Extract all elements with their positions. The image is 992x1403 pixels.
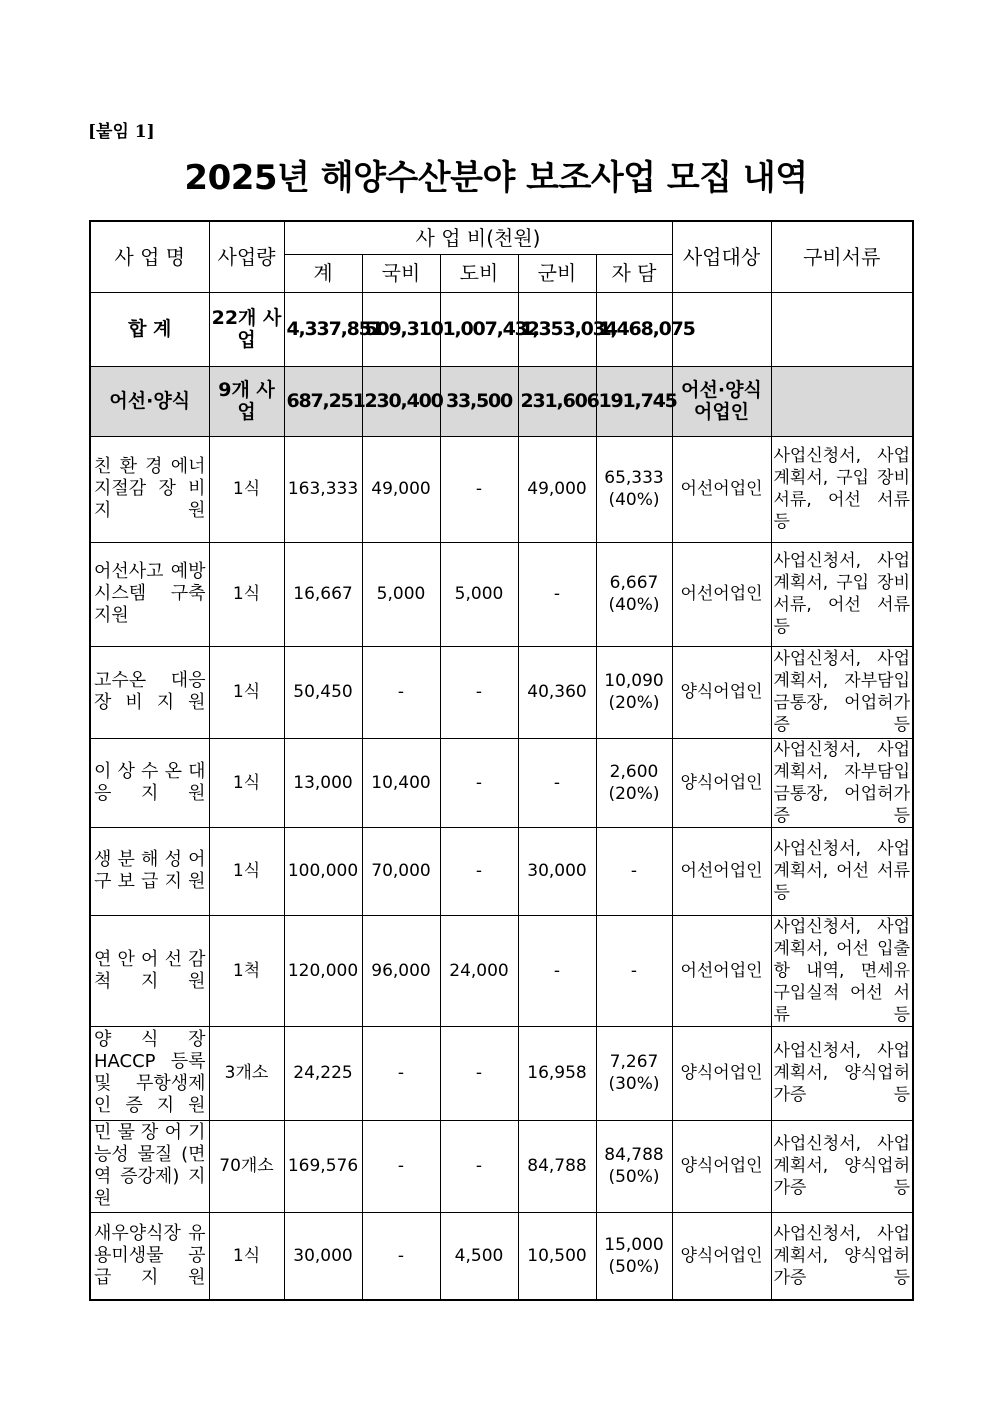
group-row xyxy=(90,366,913,436)
self-percent: (40%) xyxy=(608,595,660,615)
required-documents: 사업신청서, 사업계획서, 양식업허가증 등 xyxy=(771,1026,913,1120)
required-documents: 사업신청서, 사업계획서, 구입 장비 서류, 어선 서류 등 xyxy=(771,436,913,542)
cost-national: - xyxy=(362,646,440,738)
cost-county: - xyxy=(518,915,596,1026)
project-target: 어선어업인 xyxy=(672,542,771,646)
cost-county: - xyxy=(518,738,596,827)
project-name: 생 분 해 성 어 구 보 급 지 원 xyxy=(90,827,209,915)
project-quantity: 1식 xyxy=(209,542,284,646)
project-quantity: 1척 xyxy=(209,915,284,1026)
group-county: 231,606 xyxy=(518,366,596,436)
group-target: 어선·양식 어업인 xyxy=(672,366,771,436)
cost-total: 120,000 xyxy=(284,915,362,1026)
self-percent: (30%) xyxy=(608,1074,660,1094)
project-name: 양 식 장 HACCP 등록 및 무항생제 인 증 지 원 xyxy=(90,1026,209,1120)
project-target: 어선어업인 xyxy=(672,915,771,1026)
sum-provincial: 1,007,432 xyxy=(440,292,518,366)
required-documents: 사업신청서, 사업계획서, 자부담입금통장, 어업허가증 등 xyxy=(771,738,913,827)
group-label: 어선·양식 xyxy=(90,366,209,436)
cost-national: - xyxy=(362,1212,440,1300)
project-quantity: 1식 xyxy=(209,827,284,915)
group-national: 230,400 xyxy=(362,366,440,436)
cost-total: 24,225 xyxy=(284,1026,362,1120)
sum-label: 합 계 xyxy=(90,292,209,366)
attachment-label: [붙임 1] xyxy=(88,122,155,142)
cost-national: 49,000 xyxy=(362,436,440,542)
cost-self xyxy=(596,738,672,827)
header-name: 사 업 명 xyxy=(90,221,209,292)
self-amount: 65,333 xyxy=(604,468,664,488)
cost-provincial: 24,000 xyxy=(440,915,518,1026)
cost-self xyxy=(596,646,672,738)
self-percent: (40%) xyxy=(608,490,660,510)
project-quantity: 70개소 xyxy=(209,1120,284,1212)
cost-national: 70,000 xyxy=(362,827,440,915)
self-percent: (20%) xyxy=(608,693,660,713)
cost-county: 84,788 xyxy=(518,1120,596,1212)
cost-total: 50,450 xyxy=(284,646,362,738)
cost-total: 13,000 xyxy=(284,738,362,827)
cost-provincial: 5,000 xyxy=(440,542,518,646)
table-row xyxy=(90,1120,913,1212)
cost-self xyxy=(596,1212,672,1300)
cost-national: - xyxy=(362,1026,440,1120)
cost-self xyxy=(596,1026,672,1120)
cost-total: 100,000 xyxy=(284,827,362,915)
project-quantity: 1식 xyxy=(209,1212,284,1300)
header-total: 계 xyxy=(284,254,362,292)
cost-total: 16,667 xyxy=(284,542,362,646)
project-quantity: 1식 xyxy=(209,646,284,738)
self-amount: 15,000 xyxy=(604,1234,664,1255)
project-name: 새우양식장 유용미생물 공 급 지 원 xyxy=(90,1212,209,1300)
cost-national: 5,000 xyxy=(362,542,440,646)
group-total: 687,251 xyxy=(284,366,362,436)
self-percent: (20%) xyxy=(608,783,660,804)
required-documents: 사업신청서, 사업계획서, 어선 입출항 내역, 면세유 구입실적 어선 서류 등 xyxy=(771,915,913,1026)
cost-provincial: - xyxy=(440,436,518,542)
header-national: 국비 xyxy=(362,254,440,292)
group-provincial: 33,500 xyxy=(440,366,518,436)
table-row xyxy=(90,646,913,738)
self-amount: 6,667 xyxy=(609,573,659,593)
self-percent: (50%) xyxy=(608,1256,660,1277)
project-quantity: 1식 xyxy=(209,738,284,827)
header-documents: 구비서류 xyxy=(771,221,913,292)
cost-provincial: 4,500 xyxy=(440,1212,518,1300)
sum-total: 4,337,851 xyxy=(284,292,362,366)
cost-provincial: - xyxy=(440,738,518,827)
sum-self: 1,468,075 xyxy=(596,292,672,366)
required-documents: 사업신청서, 사업계획서, 양식업허가증 등 xyxy=(771,1212,913,1300)
required-documents: 사업신청서, 사업계획서, 자부담입금통장, 어업허가증 등 xyxy=(771,646,913,738)
sum-county: 1,353,034 xyxy=(518,292,596,366)
cost-provincial: - xyxy=(440,646,518,738)
cost-national: 96,000 xyxy=(362,915,440,1026)
project-name: 어선사고 예방시스템 구축 지원 xyxy=(90,542,209,646)
header-county: 군비 xyxy=(518,254,596,292)
cost-county: 10,500 xyxy=(518,1212,596,1300)
cost-self xyxy=(596,436,672,542)
project-name: 고수온 대응 장 비 지 원 xyxy=(90,646,209,738)
sum-documents xyxy=(771,292,913,366)
cost-total: 169,576 xyxy=(284,1120,362,1212)
cost-provincial: - xyxy=(440,827,518,915)
sum-national: 509,310 xyxy=(362,292,440,366)
project-name: 친 환 경 에너지절감 장 비 지 원 xyxy=(90,436,209,542)
header-self: 자 담 xyxy=(596,254,672,292)
cost-county: 40,360 xyxy=(518,646,596,738)
self-amount: - xyxy=(630,861,638,881)
group-self: 191,745 xyxy=(596,366,672,436)
project-target: 어선어업인 xyxy=(672,827,771,915)
table-row xyxy=(90,738,913,827)
project-target: 양식어업인 xyxy=(672,1120,771,1212)
cost-county: 49,000 xyxy=(518,436,596,542)
table-row xyxy=(90,1212,913,1300)
cost-county: - xyxy=(518,542,596,646)
self-amount: 10,090 xyxy=(604,671,664,691)
cost-national: - xyxy=(362,1120,440,1212)
table-row xyxy=(90,827,913,915)
cost-provincial: - xyxy=(440,1120,518,1212)
cost-total: 30,000 xyxy=(284,1212,362,1300)
required-documents: 사업신청서, 사업계획서, 양식업허가증 등 xyxy=(771,1120,913,1212)
cost-self xyxy=(596,915,672,1026)
required-documents: 사업신청서, 사업계획서, 구입 장비 서류, 어선 서류 등 xyxy=(771,542,913,646)
header-quantity: 사업량 xyxy=(209,221,284,292)
group-quantity: 9개 사업 xyxy=(209,366,284,436)
cost-county: 30,000 xyxy=(518,827,596,915)
self-amount: 84,788 xyxy=(604,1145,664,1165)
project-table xyxy=(89,220,914,1301)
table-row xyxy=(90,436,913,542)
project-name: 이 상 수 온 대 응 지 원 xyxy=(90,738,209,827)
project-target: 어선어업인 xyxy=(672,436,771,542)
cost-self xyxy=(596,827,672,915)
table-row xyxy=(90,915,913,1026)
project-quantity: 3개소 xyxy=(209,1026,284,1120)
project-name: 연 안 어 선 감 척 지 원 xyxy=(90,915,209,1026)
table-row xyxy=(90,1026,913,1120)
project-target: 양식어업인 xyxy=(672,646,771,738)
self-amount: 2,600 xyxy=(609,761,659,782)
header-provincial: 도비 xyxy=(440,254,518,292)
sum-row xyxy=(90,292,913,366)
self-amount: - xyxy=(630,960,638,981)
cost-provincial: - xyxy=(440,1026,518,1120)
project-name: 민 물 장 어 기능성 물질 (면역 증강제) 지 원 xyxy=(90,1120,209,1212)
header-target: 사업대상 xyxy=(672,221,771,292)
project-target: 양식어업인 xyxy=(672,738,771,827)
cost-national: 10,400 xyxy=(362,738,440,827)
project-target: 양식어업인 xyxy=(672,1212,771,1300)
sum-quantity: 22개 사업 xyxy=(209,292,284,366)
cost-self xyxy=(596,1120,672,1212)
project-quantity: 1식 xyxy=(209,436,284,542)
cost-county: 16,958 xyxy=(518,1026,596,1120)
group-documents xyxy=(771,366,913,436)
cost-total: 163,333 xyxy=(284,436,362,542)
project-target: 양식어업인 xyxy=(672,1026,771,1120)
table-row xyxy=(90,542,913,646)
self-percent: (50%) xyxy=(608,1167,660,1187)
cost-self xyxy=(596,542,672,646)
header-cost-group: 사 업 비(천원) xyxy=(284,221,672,254)
page-title: 2025년 해양수산분야 보조사업 모집 내역 xyxy=(184,158,808,198)
self-amount: 7,267 xyxy=(609,1052,659,1072)
required-documents: 사업신청서, 사업계획서, 어선 서류 등 xyxy=(771,827,913,915)
